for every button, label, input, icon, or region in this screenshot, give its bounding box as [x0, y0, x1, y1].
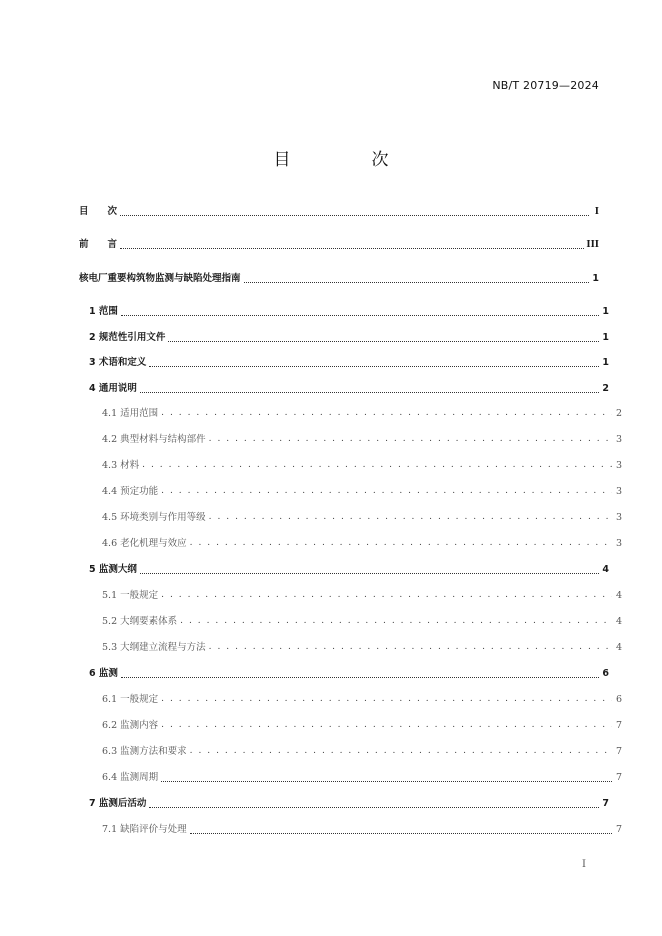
toc-entry-page: 1: [602, 306, 609, 317]
toc-dot-leader: [140, 383, 599, 395]
standard-code: NB/T 20719—2024: [492, 79, 599, 92]
toc-entry-label: 7 监测后活动: [89, 798, 147, 809]
toc-entry-label: 4.2 典型材料与结构部件: [102, 434, 206, 445]
toc-entry-page: 1: [602, 332, 609, 343]
toc-dot-leader: [161, 772, 612, 784]
toc-entry-page: 2: [602, 383, 609, 394]
toc-dot-leader: [161, 694, 612, 706]
toc-entry-page: 3: [615, 538, 622, 549]
toc-entry[interactable]: [79, 666, 609, 680]
toc-entry[interactable]: [79, 330, 609, 344]
toc-entry-label: 6.4 监测周期: [102, 772, 159, 783]
toc-entry-label: 5.2 大纲要素体系: [102, 616, 178, 627]
toc-entry-page: I: [594, 207, 599, 217]
toc-entry-page: 6: [602, 668, 609, 679]
toc-entry-page: 7: [602, 798, 609, 809]
toc-entry-label: 5.1 一般规定: [102, 590, 159, 601]
toc-dot-leader: [140, 564, 599, 576]
toc-dot-leader: [190, 538, 612, 550]
toc-entry-label: 4.6 老化机理与效应: [102, 538, 187, 549]
toc-entry[interactable]: [79, 484, 622, 498]
toc-entry-label: 4.5 环境类别与作用等级: [102, 512, 206, 523]
page-title: 目 次: [273, 150, 421, 170]
toc-entry[interactable]: [79, 640, 622, 654]
toc-entry-label: 5.3 大纲建立流程与方法: [102, 642, 206, 653]
toc-dot-leader: [209, 642, 612, 654]
toc-entry-label: 3 术语和定义: [89, 357, 147, 368]
page-number: I: [582, 859, 586, 870]
toc-dot-leader: [180, 616, 612, 628]
toc-entry-page: III: [586, 240, 599, 250]
toc-entry-page: 4: [615, 616, 622, 627]
toc-entry[interactable]: [79, 406, 622, 420]
toc-entry-page: 7: [615, 824, 622, 835]
toc-dot-leader: [142, 460, 612, 472]
toc-entry-label: 6.2 监测内容: [102, 720, 159, 731]
toc-entry-page: 7: [615, 720, 622, 731]
toc-entry[interactable]: [79, 588, 622, 602]
toc-entry-label: 7.1 缺陷评价与处理: [102, 824, 187, 835]
toc-entry-page: 6: [615, 694, 622, 705]
toc-entry[interactable]: [79, 536, 622, 550]
toc-entry[interactable]: [79, 614, 622, 628]
toc-entry-label: 4.1 适用范围: [102, 408, 159, 419]
toc-entry-page: 4: [602, 564, 609, 575]
toc-entry[interactable]: [79, 822, 622, 836]
toc-entry-label: 4.4 预定功能: [102, 486, 159, 497]
toc-dot-leader: [190, 746, 612, 758]
toc-entry-page: 4: [615, 590, 622, 601]
toc-entry[interactable]: [79, 432, 622, 446]
toc-entry-page: 4: [615, 642, 622, 653]
toc-entry-page: 3: [615, 486, 622, 497]
toc-entry-label: 目 次: [79, 206, 118, 217]
toc-entry[interactable]: [79, 718, 622, 732]
toc-dot-leader: [161, 486, 612, 498]
toc-entry-label: 6 监测: [89, 668, 118, 679]
toc-entry[interactable]: [79, 237, 599, 251]
toc-entry-page: 1: [592, 273, 599, 284]
toc-entry[interactable]: [79, 562, 609, 576]
toc-entry-label: 6.1 一般规定: [102, 694, 159, 705]
toc-entry-label: 6.3 监测方法和要求: [102, 746, 187, 757]
toc-dot-leader: [161, 590, 612, 602]
toc-entry-label: 1 范围: [89, 306, 118, 317]
toc-entry[interactable]: [79, 355, 609, 369]
toc-dot-leader: [121, 306, 599, 318]
toc-entry-label: 前 言: [79, 239, 118, 250]
toc-entry-page: 3: [615, 434, 622, 445]
toc-dot-leader: [121, 668, 599, 680]
toc-entry-label: 4.3 材料: [102, 460, 140, 471]
toc-entry-page: 3: [615, 512, 622, 523]
toc-entry[interactable]: [79, 204, 599, 218]
toc-dot-leader: [190, 824, 612, 836]
toc-entry[interactable]: [79, 458, 622, 472]
toc-entry[interactable]: [79, 304, 609, 318]
toc-entry-page: 7: [615, 746, 622, 757]
toc-entry-label: 2 规范性引用文件: [89, 332, 166, 343]
toc-dot-leader: [161, 408, 612, 420]
toc-dot-leader: [244, 273, 589, 285]
toc-entry[interactable]: [79, 510, 622, 524]
toc-dot-leader: [149, 798, 599, 810]
toc-dot-leader: [209, 512, 612, 524]
toc-entry[interactable]: [79, 271, 599, 285]
toc-entry[interactable]: [79, 381, 609, 395]
toc-dot-leader: [168, 332, 599, 344]
toc-entry[interactable]: [79, 692, 622, 706]
toc-entry[interactable]: [79, 770, 622, 784]
toc-entry-page: 7: [615, 772, 622, 783]
toc-dot-leader: [120, 206, 589, 218]
toc-entry-label: 5 监测大纲: [89, 564, 137, 575]
toc-entry-label: 核电厂重要构筑物监测与缺陷处理指南: [79, 273, 241, 284]
toc-entry-page: 2: [615, 408, 622, 419]
toc-entry-label: 4 通用说明: [89, 383, 137, 394]
toc-entry[interactable]: [79, 744, 622, 758]
toc-dot-leader: [149, 357, 599, 369]
toc-dot-leader: [161, 720, 612, 732]
toc-entry-page: 1: [602, 357, 609, 368]
toc-entry-page: 3: [615, 460, 622, 471]
toc-dot-leader: [120, 239, 584, 251]
toc-entry[interactable]: [79, 796, 609, 810]
toc-dot-leader: [209, 434, 612, 446]
